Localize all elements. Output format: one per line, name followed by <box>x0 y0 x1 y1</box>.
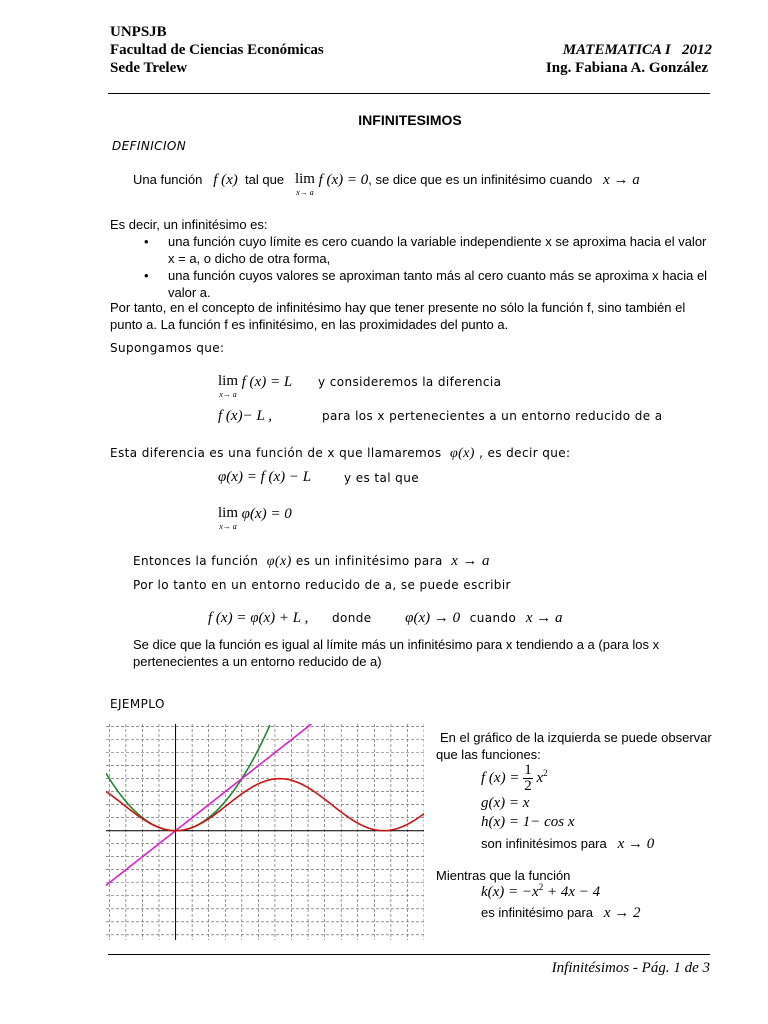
series-line-0 <box>106 725 270 831</box>
supongamos-lim-expr: f (x) = L <box>241 374 293 390</box>
lim-sub: x→ a <box>219 522 237 531</box>
ejemplo-paragraph: En el gráfico de la izquierda se puede observar que las funciones: <box>436 730 712 762</box>
header-campus: Sede Trelew <box>110 60 188 76</box>
functions-graph <box>106 724 424 940</box>
donde: donde <box>331 611 372 625</box>
definicion-f: f (x) <box>213 172 238 188</box>
lim-word: lim <box>218 505 239 521</box>
es-inf-text: es infinitésimo para <box>481 905 593 920</box>
entonces-phi: φ(x) <box>266 554 292 569</box>
header-course: MATEMATICA I 2012 <box>562 42 712 58</box>
header-rule <box>108 93 710 94</box>
diferencia-line <box>110 446 570 462</box>
f-rhs: x <box>536 769 544 786</box>
diferencia-text: Esta diferencia es una función de x que llamaremos <box>110 446 442 460</box>
header-faculty: Facultad de Ciencias Económicas <box>110 42 324 58</box>
lim-word: lim <box>294 171 315 187</box>
lim-sub: x→ a <box>296 188 314 197</box>
lim-block <box>218 506 238 531</box>
es-decir-list <box>140 233 712 301</box>
axes <box>106 724 424 940</box>
phi-definition: φ(x) = f (x) − L <box>218 469 312 485</box>
header-author: Ing. Fabiana A. González <box>545 60 708 76</box>
son-infinitesimos <box>481 835 654 853</box>
cuando: cuando <box>469 611 517 625</box>
f-lhs: f (x) = <box>481 769 520 786</box>
diferencia-text-end: , es decir que: <box>479 446 571 460</box>
entonces-lim: x → a <box>451 553 490 569</box>
infinitesimo-formula-line <box>208 610 563 627</box>
g-definition: g(x) = x <box>481 795 530 811</box>
definicion-text-b: tal que <box>245 172 285 187</box>
es-decir-intro: Es decir, un infinitésimo es: <box>110 217 268 232</box>
phi-limit <box>218 506 292 531</box>
lim-sub: x→ a <box>219 390 237 399</box>
supongamos-diff: f (x)− L , <box>218 408 273 424</box>
k-rhs: + 4x − 4 <box>546 884 601 900</box>
definicion-lim <box>295 172 315 197</box>
es-infinitesimo <box>481 904 641 922</box>
cuando-lim: x → a <box>525 610 563 626</box>
supongamos-lim <box>218 374 292 399</box>
definicion-text-a: Una función <box>133 172 203 187</box>
definicion-text-c: , se dice que es un infinitésimo cuando <box>368 172 593 187</box>
h-definition: h(x) = 1− cos x <box>481 814 575 830</box>
entonces-text-b: es un infinitésimo para <box>295 554 443 568</box>
f-exp: 2 <box>543 767 548 778</box>
phi-limit-expr: φ(x) = 0 <box>241 506 292 522</box>
supongamos-consideremos: y consideremos la diferencia <box>318 375 502 389</box>
k-exp: 2 <box>538 882 544 892</box>
es-inf-lim: x → 2 <box>603 905 641 921</box>
entonces-line <box>133 553 490 570</box>
header-institution: UNPSJB <box>110 24 167 40</box>
son-lim: x → 0 <box>617 836 655 852</box>
k-definition <box>481 882 600 901</box>
mientras-text: Mientras que la función <box>436 868 571 883</box>
grid <box>106 724 424 940</box>
conclusion-paragraph: Se dice que la función es igual al límite más un infinitésimo para x tendiendo a a (para los x pertenecientes a un entorno reducido de a) <box>133 637 660 669</box>
lim-word: lim <box>218 373 239 389</box>
entonces-text-a: Entonces la función <box>133 554 259 568</box>
definicion-line <box>133 172 640 197</box>
lim-block <box>218 374 238 399</box>
formula: f (x) = φ(x) + L , <box>208 610 309 626</box>
supongamos-intro: Supongamos que: <box>110 341 225 355</box>
y-es-tal-que: y es tal que <box>344 471 419 485</box>
f-num: 1 <box>524 762 532 778</box>
f-fraction <box>523 763 533 794</box>
f-den: 2 <box>524 778 532 794</box>
definicion-x-to-a: x → a <box>603 172 640 188</box>
supongamos-para-los: para los x pertenecientes a un entorno reducido de a <box>322 409 663 423</box>
ejemplo-heading: EJEMPLO <box>110 697 165 711</box>
diferencia-phi: φ(x) <box>449 446 475 461</box>
definicion-heading: DEFINICION <box>112 139 187 153</box>
definicion-lim-expr: f (x) = 0 <box>318 172 369 188</box>
k-lhs: k(x) = −x <box>481 884 539 900</box>
phi-to-zero: φ(x) → 0 <box>405 610 461 626</box>
page-title: INFINITESIMOS <box>358 112 462 128</box>
son-text: son infinitésimos para <box>481 836 607 851</box>
es-decir-bullet-2: • una función cuyos valores se aproximan tanto más al cero cuanto más se aproxima x hacia el valor a. <box>140 267 712 301</box>
footer-page: Infinitésimos - Pág. 1 de 3 <box>551 960 710 976</box>
f-definition <box>481 763 548 794</box>
es-decir-bullet-1: • una función cuyo límite es cero cuando la variable independiente x se aproxima hacia el valor x = a, o dicho de otra forma, <box>140 233 712 267</box>
footer-rule <box>108 954 710 955</box>
por-tanto-paragraph: Por tanto, en el concepto de infinitésimo hay que tener presente no sólo la función f, sino también el punto a. La función f es infinitésimo, en las proximidades del punto a. <box>110 300 686 332</box>
por-lo-tanto: Por lo tanto en un entorno reducido de a, se puede escribir <box>133 578 511 592</box>
